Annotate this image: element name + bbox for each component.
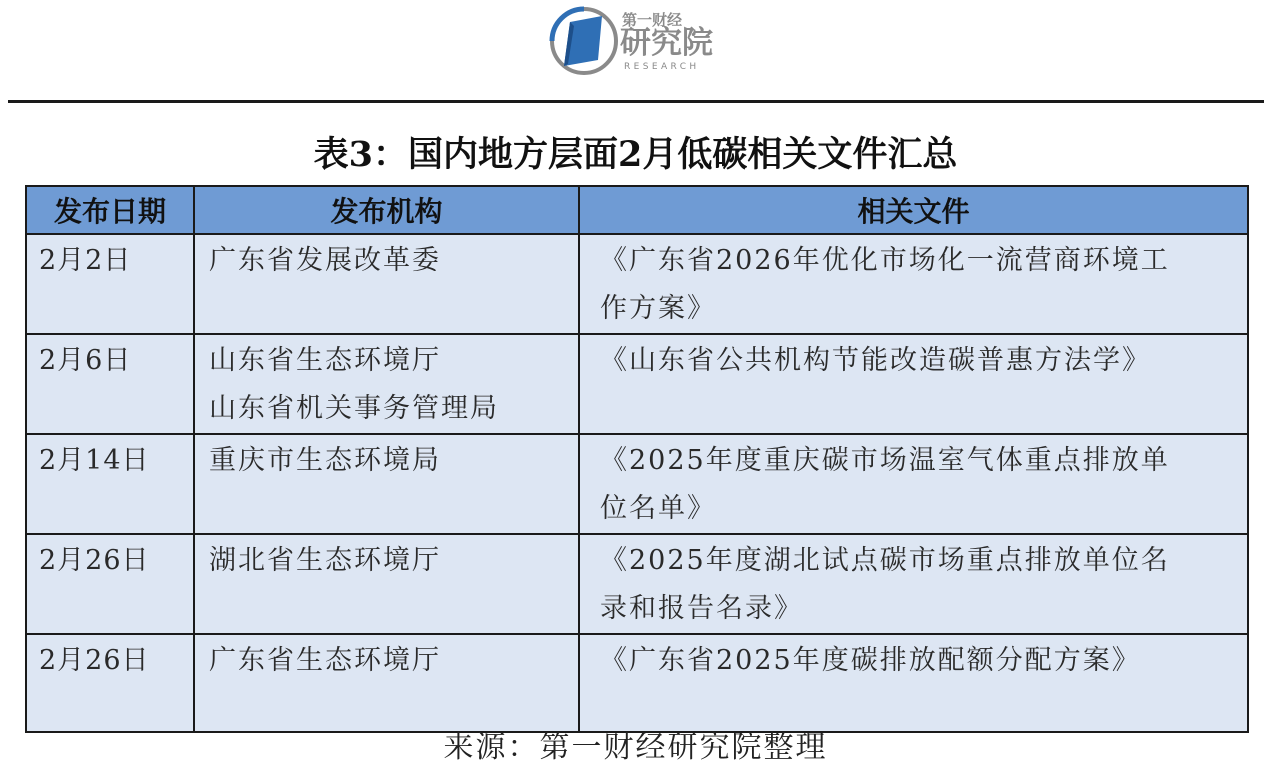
cell-date xyxy=(26,234,194,334)
cell-agency xyxy=(194,634,579,732)
cell-file xyxy=(579,534,1248,634)
table-row xyxy=(26,434,1248,534)
cell-date-text: 2月6日 xyxy=(39,345,132,376)
cell-file-line: 作方案》 xyxy=(600,293,716,324)
cell-file-line: 《广东省2026年优化市场化一流营商环境工 xyxy=(600,245,1170,276)
cell-file xyxy=(579,434,1248,534)
logo-top-text: 第一财经 xyxy=(622,11,683,29)
cell-date xyxy=(26,634,194,732)
table-row xyxy=(26,534,1248,634)
column-header-agency: 发布机构 xyxy=(194,186,579,234)
source-note: 来源：第一财经研究院整理 xyxy=(443,730,828,765)
cell-date xyxy=(26,434,194,534)
cell-agency-line: 山东省生态环境厅 xyxy=(209,345,441,376)
table-title: 表3：国内地方层面2月低碳相关文件汇总 xyxy=(313,134,958,175)
cell-date-text: 2月26日 xyxy=(39,645,150,676)
column-header-file: 相关文件 xyxy=(579,186,1248,234)
cell-date xyxy=(26,534,194,634)
cell-agency-line: 重庆市生态环境局 xyxy=(209,445,441,476)
column-header-date: 发布日期 xyxy=(26,186,194,234)
cell-file-line: 《2025年度重庆碳市场温室气体重点排放单 xyxy=(600,445,1170,476)
cell-agency xyxy=(194,334,579,434)
logo-sub-text: RESEARCH xyxy=(624,62,700,72)
cell-file-line: 《广东省2025年度碳排放配额分配方案》 xyxy=(600,645,1141,676)
table-header-row xyxy=(26,186,1248,234)
cell-file-line: 《山东省公共机构节能改造碳普惠方法学》 xyxy=(600,345,1151,376)
cell-agency-line: 湖北省生态环境厅 xyxy=(209,545,441,576)
cell-file-line: 位名单》 xyxy=(600,493,716,524)
table-row xyxy=(26,634,1248,732)
cell-agency xyxy=(194,434,579,534)
cell-date-text: 2月14日 xyxy=(39,445,150,476)
cell-agency-line: 山东省机关事务管理局 xyxy=(209,393,499,424)
cell-file-line: 录和报告名录》 xyxy=(600,593,803,624)
logo-main-text: 研究院 xyxy=(620,25,713,61)
cell-date xyxy=(26,334,194,434)
cell-agency xyxy=(194,234,579,334)
cell-date-text: 2月2日 xyxy=(39,245,132,276)
cell-agency-line: 广东省生态环境厅 xyxy=(209,645,441,676)
table-row xyxy=(26,234,1248,334)
cell-file xyxy=(579,634,1248,732)
header-divider xyxy=(8,100,1264,103)
cell-file xyxy=(579,234,1248,334)
cell-file-line: 《2025年度湖北试点碳市场重点排放单位名 xyxy=(600,545,1170,576)
cell-date-text: 2月26日 xyxy=(39,545,150,576)
table-row xyxy=(26,334,1248,434)
cell-file xyxy=(579,334,1248,434)
logo-mark-icon xyxy=(548,4,620,76)
documents-table xyxy=(25,185,1249,733)
cell-agency xyxy=(194,534,579,634)
cell-agency-line: 广东省发展改革委 xyxy=(209,245,441,276)
logo xyxy=(548,4,728,80)
